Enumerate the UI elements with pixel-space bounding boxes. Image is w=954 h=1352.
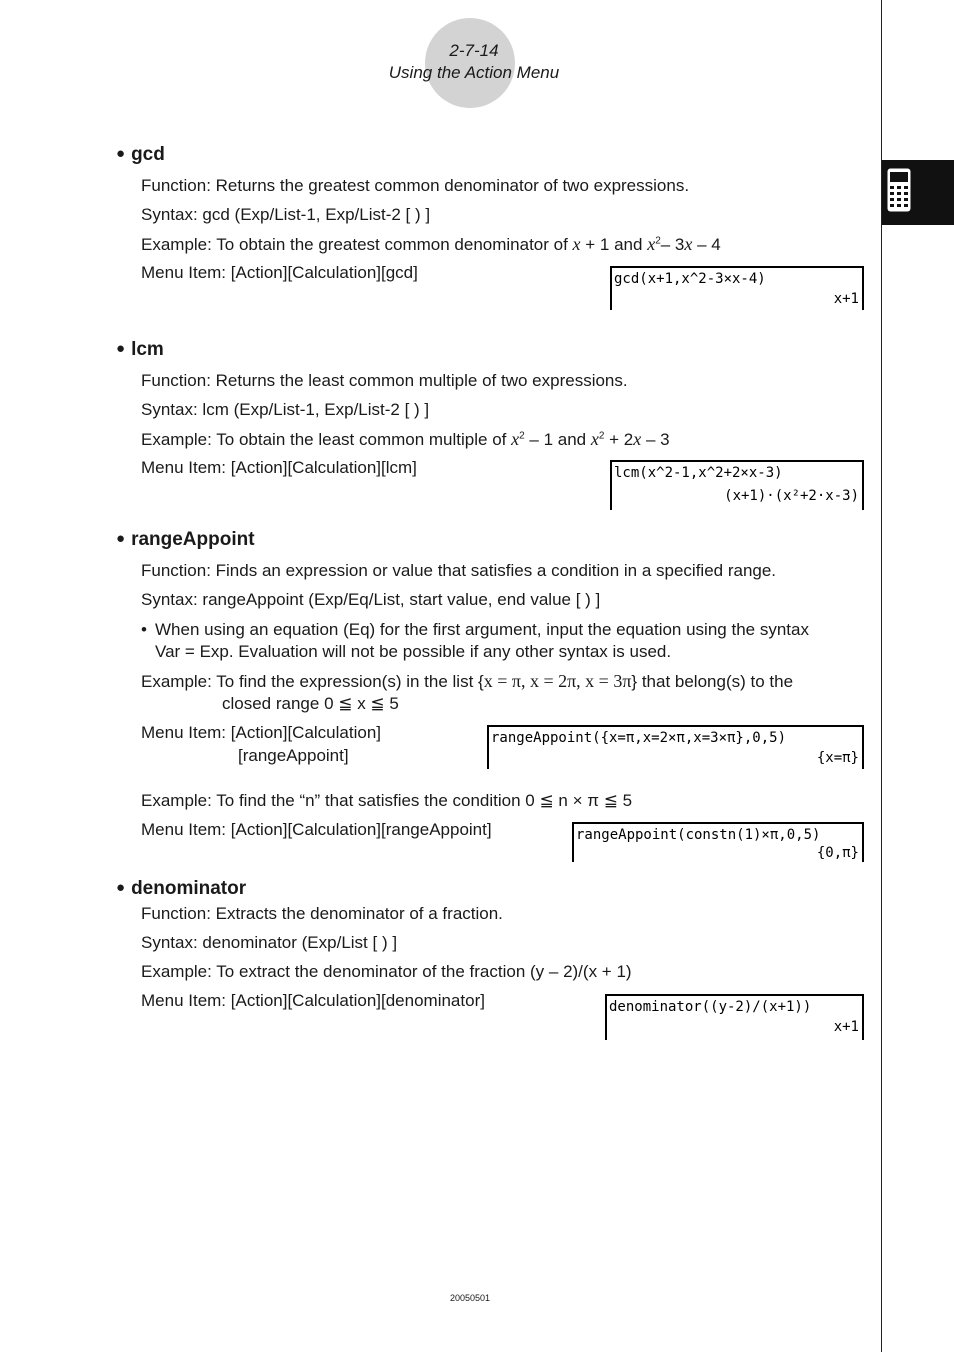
section-heading-lcm: ● lcm (116, 339, 164, 360)
lcm-function: Function: Returns the least common multiple of two expressions. (141, 371, 628, 390)
gcd-screen (610, 266, 864, 310)
page-number: 2-7-14 (449, 41, 499, 60)
lcm-screen (610, 460, 864, 510)
rangeappoint-screen-2 (572, 822, 864, 862)
rangeappoint-example1-line2: closed range 0 ≦ x ≦ 5 (222, 694, 399, 713)
lcm-syntax: Syntax: lcm (Exp/List-1, Exp/List-2 [ ) ] (141, 400, 430, 419)
screen-input: gcd(x+1,x^2-3×x-4) (614, 271, 766, 287)
rangeappoint-example2: Example: To find the “n” that satisfies the condition 0 ≦ n × π ≦ 5 (141, 791, 633, 810)
gcd-example: Example: To obtain the greatest common denominator of x + 1 and $x^2-$ 3x – 4 (141, 234, 721, 254)
lcm-example: Example: To obtain the least common multiple of $x^2 - 1$ and $x^2 + 2x - 3$ (141, 429, 670, 449)
denominator-function: Function: Extracts the denominator of a fraction. (141, 904, 503, 923)
rangeappoint-example1: Example: To find the expression(s) in the list {x = π, x = 2π, x = 3π} that belong(s) to the (141, 671, 794, 691)
screen-output: (x+1)·(x²+2·x-3) (724, 488, 859, 504)
page-title: Using the Action Menu (388, 63, 560, 82)
gcd-syntax: Syntax: gcd (Exp/List-1, Exp/List-2 [ ) ] (141, 205, 431, 224)
footer-code: 20050501 (449, 1293, 491, 1303)
screen-output: {0,π} (816, 845, 859, 861)
denominator-menu-item: Menu Item: [Action][Calculation][denominator] (141, 991, 485, 1010)
section-heading-denominator: ● denominator (116, 878, 247, 899)
screen-input: lcm(x^2-1,x^2+2×x-3) (614, 465, 783, 481)
screen-output: x+1 (833, 1019, 859, 1035)
screen-input: denominator((y-2)/(x+1)) (609, 999, 812, 1015)
rangeappoint-note-bullet: • (141, 620, 147, 639)
rangeappoint-menu1-line2: [rangeAppoint] (238, 746, 349, 765)
gcd-function: Function: Returns the greatest common denominator of two expressions. (141, 176, 690, 195)
screen-input: rangeAppoint(constn(1)×π,0,5) (576, 827, 821, 843)
rangeappoint-menu2: Menu Item: [Action][Calculation][rangeAppoint] (141, 820, 492, 839)
rangeappoint-menu1-line1: Menu Item: [Action][Calculation] (141, 723, 382, 742)
section-heading-rangeappoint: ● rangeAppoint (116, 529, 255, 550)
lcm-menu-item: Menu Item: [Action][Calculation][lcm] (141, 458, 417, 477)
denominator-screen (605, 994, 864, 1040)
rangeappoint-note-line1: When using an equation (Eq) for the first argument, input the equation using the syntax (155, 620, 809, 639)
rangeappoint-note-line2: Var = Exp. Evaluation will not be possible if any other syntax is used. (155, 642, 672, 661)
denominator-syntax: Syntax: denominator (Exp/List [ ) ] (141, 933, 398, 952)
rangeappoint-function: Function: Finds an expression or value that satisfies a condition in a specified range. (141, 561, 777, 580)
section-heading-gcd: ● gcd (116, 144, 165, 165)
screen-output: {x=π} (816, 750, 859, 766)
rangeappoint-screen-1 (487, 725, 864, 769)
calculator-icon (887, 168, 911, 212)
denominator-example: Example: To extract the denominator of the fraction (y – 2)/(x + 1) (141, 962, 632, 981)
gcd-menu-item: Menu Item: [Action][Calculation][gcd] (141, 263, 418, 282)
rangeappoint-syntax: Syntax: rangeAppoint (Exp/Eq/List, start value, end value [ ) ] (141, 590, 601, 609)
screen-output: x+1 (833, 291, 859, 307)
screen-input: rangeAppoint({x=π,x=2×π,x=3×π},0,5) (491, 730, 787, 746)
